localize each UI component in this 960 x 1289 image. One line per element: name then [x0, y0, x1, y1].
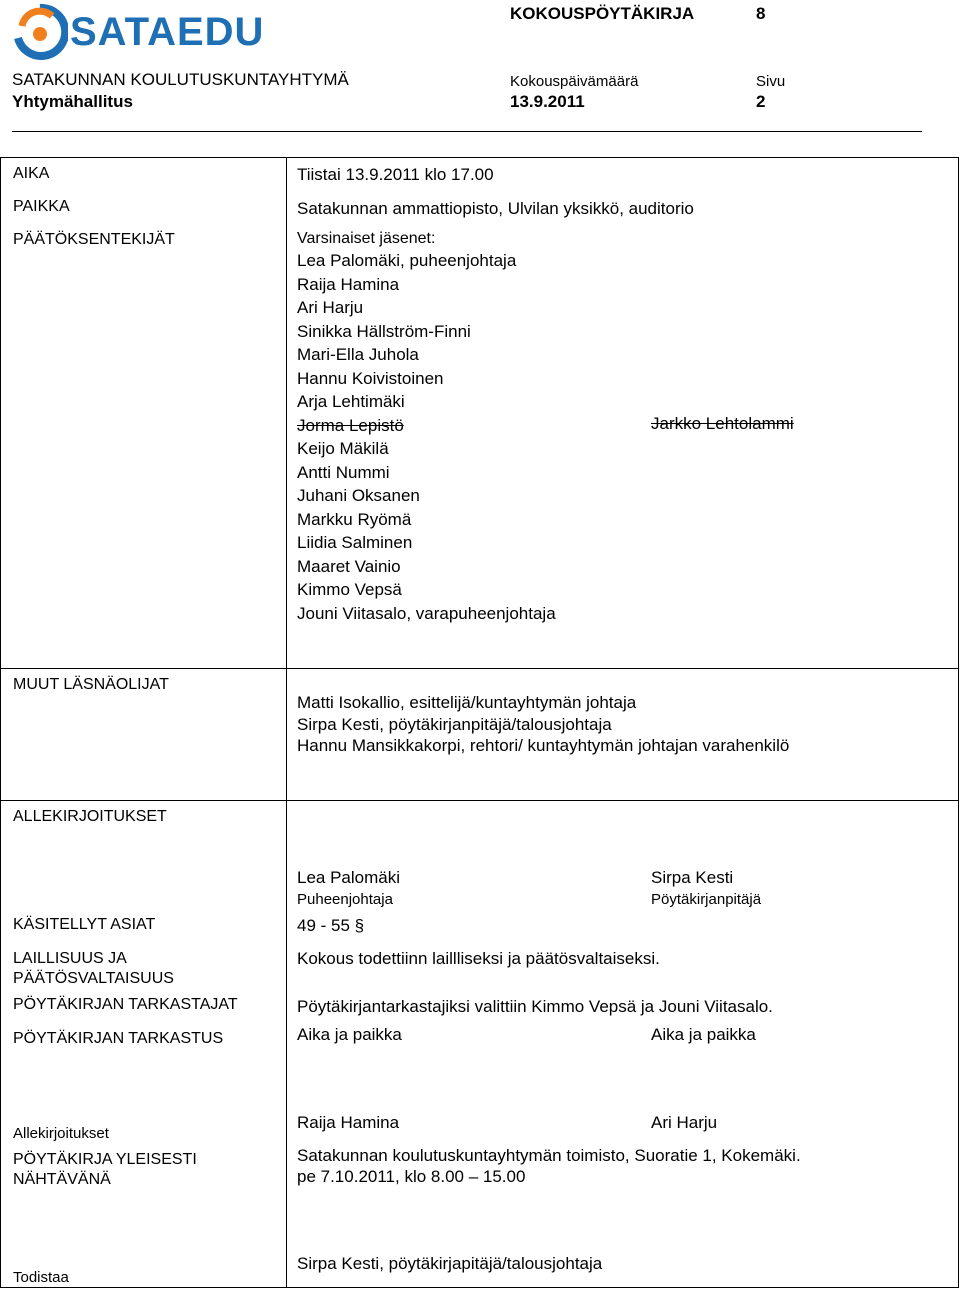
- kasitellyt-label: KÄSITELLYT ASIAT: [13, 916, 156, 933]
- column-divider: [286, 157, 287, 668]
- member-item: Maaret Vainio: [297, 556, 401, 576]
- todistaa-value: Sirpa Kesti, pöytäkirjapitäjä/talousjohtaja: [297, 1254, 603, 1273]
- members-subheading: Varsinaiset jäsenet:: [297, 230, 436, 247]
- doc-title: KOKOUSPÖYTÄKIRJA: [510, 4, 695, 23]
- attendee-item: Matti Isokallio, esittelijä/kuntayhtymän johtaja: [297, 693, 637, 712]
- column-divider: [286, 800, 287, 1288]
- chair-name: Lea Palomäki: [297, 868, 401, 887]
- laillisuus-label-2: PÄÄTÖSVALTAISUUS: [13, 970, 174, 987]
- member-item: Keijo Mäkilä: [297, 439, 389, 458]
- member-item: Hannu Koivistoinen: [297, 368, 444, 388]
- member-item: Kimmo Vepsä: [297, 580, 402, 599]
- member-item: Sinikka Hällström-Finni: [297, 321, 471, 341]
- sataedu-logo-icon: [12, 4, 68, 60]
- row-divider: [0, 668, 959, 669]
- aika-label: AIKA: [13, 165, 50, 182]
- attendee-item: Hannu Mansikkakorpi, rehtori/ kuntayhtymän johtajan varahenkilö: [297, 736, 790, 755]
- page-label: Sivu: [756, 73, 786, 90]
- member-item-struck: Jorma Lepistö: [297, 415, 404, 435]
- header-divider: [12, 131, 922, 132]
- attendee-list: [297, 692, 789, 757]
- member-item: Jouni Viitasalo, varapuheenjohtaja: [297, 603, 556, 623]
- member-item: Liidia Salminen: [297, 533, 413, 552]
- row-divider: [0, 800, 959, 801]
- chair-role: Puheenjohtaja: [297, 891, 393, 908]
- member-item: Ari Harju: [297, 298, 364, 317]
- inspector-1: Raija Hamina: [297, 1113, 400, 1132]
- member-item: Arja Lehtimäki: [297, 392, 405, 411]
- tarkastus-label: PÖYTÄKIRJAN TARKASTUS: [13, 1030, 224, 1047]
- secretary-name: Sirpa Kesti: [651, 868, 734, 887]
- paikka-label: PAIKKA: [13, 198, 70, 215]
- place-date-1: Aika ja paikka: [297, 1025, 402, 1044]
- nahtavana-label-2: NÄHTÄVÄNÄ: [13, 1171, 111, 1188]
- logo-text: SATAEDU: [70, 10, 265, 54]
- substitute-struck: Jarkko Lehtolammi: [651, 414, 794, 433]
- meeting-date: 13.9.2011: [510, 92, 585, 111]
- paatoksentekijat-label: PÄÄTÖKSENTEKIJÄT: [13, 231, 175, 248]
- page-number: 2: [756, 92, 766, 111]
- meeting-body: Yhtymähallitus: [12, 92, 133, 111]
- member-item: Raija Hamina: [297, 274, 400, 294]
- section-sign-icon: §: [354, 916, 365, 935]
- member-item: Lea Palomäki, puheenjohtaja: [297, 251, 517, 270]
- nahtavana-label-1: PÖYTÄKIRJA YLEISESTI: [13, 1151, 197, 1168]
- section-range: 49 - 55: [297, 916, 350, 935]
- nahtavana-value-2: pe 7.10.2011, klo 8.00 – 15.00: [297, 1167, 526, 1186]
- tarkastajat-label: PÖYTÄKIRJAN TARKASTAJAT: [13, 996, 238, 1013]
- attendee-item: Sirpa Kesti, pöytäkirjanpitäjä/talousjohtaja: [297, 714, 612, 734]
- kasitellyt-value: [297, 916, 364, 936]
- laillisuus-label-1: LAILLISUUS JA: [13, 950, 127, 967]
- place-date-2: Aika ja paikka: [651, 1025, 756, 1044]
- signatures-label: Allekirjoitukset: [13, 1125, 109, 1142]
- member-item: Antti Nummi: [297, 462, 390, 482]
- paikka-value: Satakunnan ammattiopisto, Ulvilan yksikkö, auditorio: [297, 199, 694, 218]
- logo: [12, 4, 265, 60]
- member-list: [297, 249, 556, 625]
- laillisuus-value: Kokous todettiinn laillliseksi ja päätösvaltaiseksi.: [297, 949, 660, 968]
- nahtavana-value-1: Satakunnan koulutuskuntayhtymän toimisto, Suoratie 1, Kokemäki.: [297, 1146, 801, 1165]
- aika-value: Tiistai 13.9.2011 klo 17.00: [297, 165, 494, 184]
- tarkastajat-value: Pöytäkirjantarkastajiksi valittiin Kimmo Vepsä ja Jouni Viitasalo.: [297, 997, 773, 1016]
- column-divider: [286, 668, 287, 800]
- inspector-2: Ari Harju: [651, 1113, 718, 1132]
- allekirjoitukset-label: ALLEKIRJOITUKSET: [13, 808, 167, 825]
- member-item: Mari-Ella Juhola: [297, 345, 419, 364]
- member-item: Markku Ryömä: [297, 509, 412, 529]
- secretary-role: Pöytäkirjanpitäjä: [651, 891, 762, 908]
- organization-name: SATAKUNNAN KOULUTUSKUNTAYHTYMÄ: [12, 70, 349, 89]
- member-item: Juhani Oksanen: [297, 486, 420, 505]
- doc-number: 8: [756, 4, 766, 23]
- date-label: Kokouspäivämäärä: [510, 73, 639, 90]
- muut-label: MUUT LÄSNÄOLIJAT: [13, 676, 169, 693]
- todistaa-label: Todistaa: [13, 1269, 69, 1286]
